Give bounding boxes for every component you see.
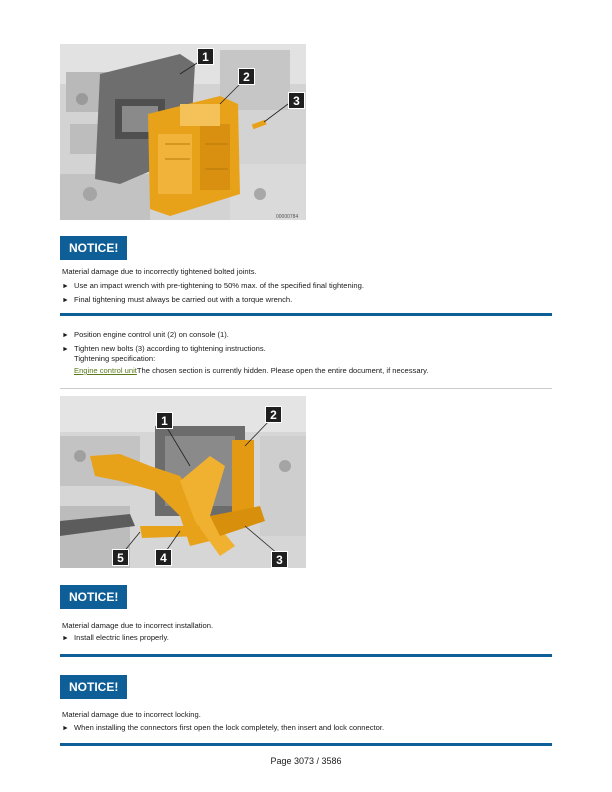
- callout-3: 3: [288, 92, 305, 109]
- notice-bullet: ► Final tightening must always be carried out with a torque wrench.: [62, 295, 293, 304]
- notice-rule: [60, 743, 552, 746]
- callout-2: 2: [238, 68, 255, 85]
- bullet-arrow-icon: ►: [62, 297, 69, 304]
- spec-hidden-note: The chosen section is currently hidden. Please open the entire document, if necessary.: [136, 366, 429, 375]
- section-divider: [60, 388, 552, 389]
- engine-illustration: [60, 44, 306, 220]
- notice-rule: [60, 313, 552, 316]
- bullet-arrow-icon: ►: [62, 332, 69, 339]
- notice-bullet: ► Use an impact wrench with pre-tightening to 50% max. of the specified final tightening.: [62, 281, 364, 290]
- callout-1: 1: [197, 48, 214, 65]
- spec-link[interactable]: Engine control unit: [74, 366, 137, 375]
- callout-2: 2: [265, 406, 282, 423]
- step-item: ► Position engine control unit (2) on console (1).: [62, 330, 229, 339]
- spec-label: Tightening specification:: [74, 354, 156, 363]
- notice-badge: NOTICE!: [60, 675, 127, 699]
- figure-ecu-mounting: [60, 44, 306, 220]
- page-number: Page 3073 / 3586: [270, 756, 342, 766]
- callout-4: 4: [155, 549, 172, 566]
- spec-line: [74, 366, 428, 376]
- notice-rule: [60, 654, 552, 657]
- notice-bullet: ► Install electric lines properly.: [62, 633, 169, 642]
- bullet-arrow-icon: ►: [62, 283, 69, 290]
- notice-text: Material damage due to incorrect installation.: [62, 621, 214, 630]
- callout-5: 5: [112, 549, 129, 566]
- figure-code: 00000784: [276, 214, 299, 220]
- callout-3: 3: [271, 551, 288, 568]
- step-item: ► Tighten new bolts (3) according to tightening instructions.: [62, 344, 266, 353]
- bullet-arrow-icon: ►: [62, 725, 69, 732]
- notice-badge: NOTICE!: [60, 585, 127, 609]
- notice-bullet: ► When installing the connectors first open the lock completely, then insert and lock connector.: [62, 723, 385, 732]
- bullet-arrow-icon: ►: [62, 635, 69, 642]
- figure-electric-lines: [60, 396, 306, 568]
- callout-1: 1: [156, 412, 173, 429]
- notice-text: Material damage due to incorrect locking.: [62, 710, 201, 719]
- notice-text: Material damage due to incorrectly tightened bolted joints.: [62, 267, 257, 276]
- notice-badge: NOTICE!: [60, 236, 127, 260]
- bullet-arrow-icon: ►: [62, 346, 69, 353]
